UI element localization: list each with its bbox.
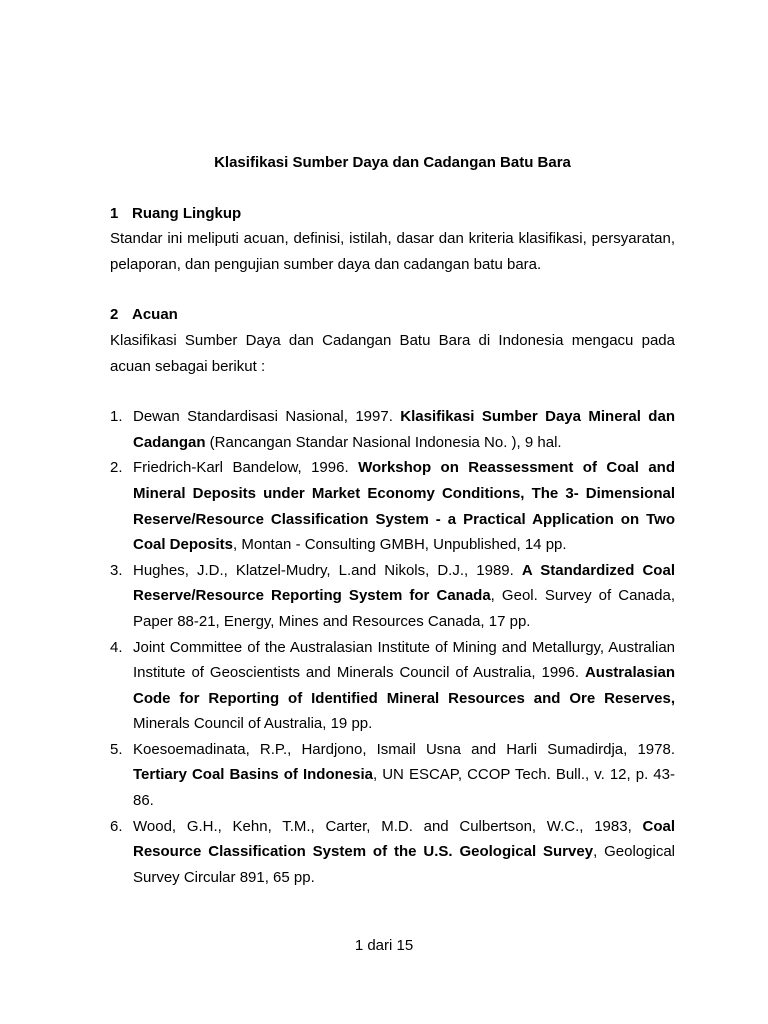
reference-authors: Joint Committee of the Australasian Institute of Mining and Metallurgy, Australian Institute of Geoscientists and Minerals Council of Australia, 1996. — [133, 638, 675, 682]
section-title: Ruang Lingkup — [132, 204, 242, 222]
reference-item — [110, 455, 675, 557]
reference-title: Coal Resource Classification System of the U.S. Geological Survey — [133, 817, 675, 861]
reference-number: 1. — [110, 408, 123, 426]
reference-item — [110, 814, 675, 891]
reference-authors: Koesoemadinata, R.P., Hardjono, Ismail Usna and Harli Sumadirdja, 1978. — [133, 740, 675, 758]
reference-publisher: Minerals Council of Australia, 19 pp. — [133, 715, 373, 733]
reference-text — [133, 814, 675, 891]
reference-item — [110, 635, 675, 737]
reference-publisher: , Geological Survey Circular 891, 65 pp. — [133, 843, 675, 886]
reference-list — [110, 404, 675, 890]
reference-authors: Friedrich-Karl Bandelow, 1996. — [133, 459, 359, 477]
section-heading-acuan — [110, 302, 675, 328]
reference-number: 2. — [110, 459, 123, 477]
reference-text — [133, 635, 675, 737]
reference-item — [110, 558, 675, 635]
section-body-ruang-lingkup: Standar ini meliputi acuan, definisi, istilah, dasar dan kriteria klasifikasi, persyaratan, pelaporan, dan pengujian sumber daya dan cadangan batu bara. — [110, 230, 675, 273]
section-number: 2 — [110, 306, 119, 324]
document-page — [110, 150, 675, 890]
reference-item — [110, 737, 675, 814]
reference-number: 6. — [110, 817, 123, 835]
reference-publisher: , Montan - Consulting GMBH, Unpublished, 14 pp. — [233, 536, 567, 554]
section-number: 1 — [110, 204, 119, 222]
page-number: 1 dari 15 — [354, 937, 414, 954]
reference-publisher: (Rancangan Standar Nasional Indonesia No. ), 9 hal. — [205, 433, 562, 451]
reference-number: 5. — [110, 740, 123, 758]
reference-number: 3. — [110, 561, 123, 579]
reference-text — [133, 737, 675, 814]
reference-publisher: , Geol. Survey of Canada, Paper 88-21, Energy, Mines and Resources Canada, 17 pp. — [133, 587, 675, 630]
reference-publisher: , UN ESCAP, CCOP Tech. Bull., v. 12, p. 43-86. — [133, 766, 675, 810]
document-title: Klasifikasi Sumber Daya dan Cadangan Batu Bara — [214, 154, 571, 171]
reference-title: Workshop on Reassessment of Coal and Mineral Deposits under Market Economy Conditions, The 3- Dimensional Reserve/Resource Classification System - a Practical Application on Two Coal Deposits — [133, 459, 675, 554]
reference-text — [133, 455, 675, 557]
reference-number: 4. — [110, 638, 123, 656]
section-heading-ruang-lingkup — [110, 201, 675, 227]
section-body-acuan: Klasifikasi Sumber Daya dan Cadangan Batu Bara di Indonesia mengacu pada acuan sebagai berikut : — [110, 331, 675, 375]
reference-item — [110, 404, 675, 455]
reference-title: Australasian Code for Reporting of Identified Mineral Resources and Ore Reserves, — [133, 664, 675, 707]
reference-authors: Dewan Standardisasi Nasional, 1997. — [133, 408, 401, 426]
reference-authors: Wood, G.H., Kehn, T.M., Carter, M.D. and Culbertson, W.C., 1983, — [133, 817, 643, 835]
reference-title: Klasifikasi Sumber Daya Mineral dan Cadangan — [133, 408, 675, 451]
reference-text — [133, 558, 675, 635]
reference-text — [133, 404, 675, 455]
reference-authors: Hughes, J.D., Klatzel-Mudry, L.and Nikols, D.J., 1989. — [133, 561, 522, 579]
section-title: Acuan — [132, 306, 178, 324]
reference-title: A Standardized Coal Reserve/Resource Reporting System for Canada — [133, 561, 675, 605]
reference-title: Tertiary Coal Basins of Indonesia — [133, 766, 373, 784]
